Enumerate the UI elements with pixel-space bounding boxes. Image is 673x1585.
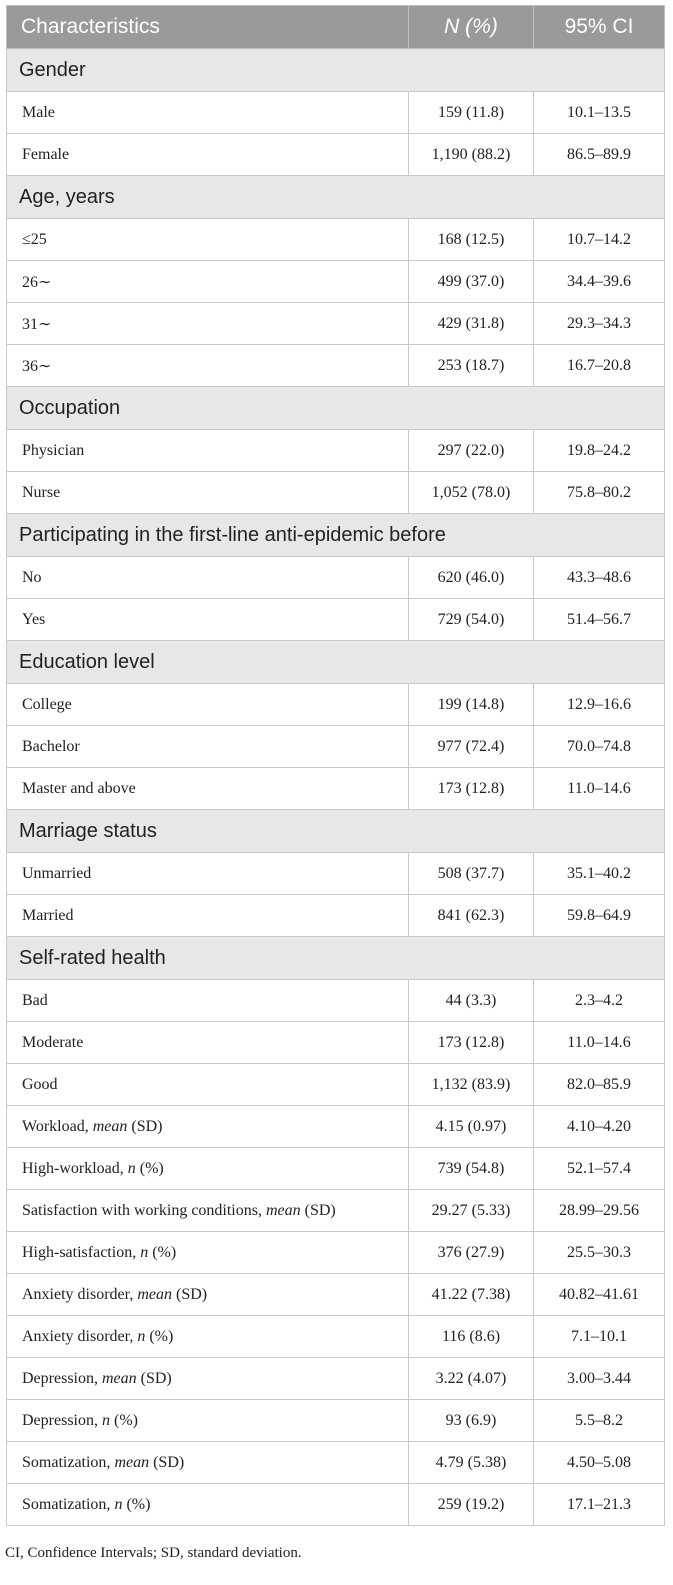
section-label: Participating in the first-line anti-epidemic before — [7, 514, 665, 557]
n-percent-cell: 376 (27.9) — [409, 1232, 534, 1274]
row-label: Male — [22, 103, 55, 121]
n-percent-cell: 3.22 (4.07) — [409, 1358, 534, 1400]
table-body — [7, 49, 665, 1526]
row-label-cell — [7, 303, 409, 345]
n-percent-cell: 116 (8.6) — [409, 1316, 534, 1358]
section-row — [7, 176, 665, 219]
n-percent-cell: 977 (72.4) — [409, 726, 534, 768]
n-percent-cell: 1,132 (83.9) — [409, 1064, 534, 1106]
table-row — [7, 430, 665, 472]
row-label-cell — [7, 599, 409, 641]
row-label-suffix: (SD) — [127, 1117, 163, 1135]
header-n-percent-text: N (%) — [444, 15, 498, 38]
row-label-cell — [7, 134, 409, 176]
table-row — [7, 472, 665, 514]
row-label-suffix: (SD) — [172, 1285, 208, 1303]
table-row — [7, 345, 665, 387]
row-label-cell — [7, 1106, 409, 1148]
header-ci: 95% CI — [534, 6, 665, 49]
table-row — [7, 895, 665, 937]
section-label: Self-rated health — [7, 937, 665, 980]
row-label-cell — [7, 980, 409, 1022]
row-label-suffix: (%) — [145, 1327, 174, 1345]
ci-cell: 17.1–21.3 — [534, 1484, 665, 1526]
table-row — [7, 1022, 665, 1064]
row-label: Moderate — [22, 1033, 84, 1051]
ci-cell: 34.4–39.6 — [534, 261, 665, 303]
ci-cell: 7.1–10.1 — [534, 1316, 665, 1358]
row-label: Somatization, — [22, 1453, 115, 1471]
section-row — [7, 49, 665, 92]
row-label-cell — [7, 1148, 409, 1190]
row-label-cell — [7, 430, 409, 472]
row-label: Somatization, — [22, 1495, 115, 1513]
ci-cell: 35.1–40.2 — [534, 853, 665, 895]
row-label-suffix: (%) — [148, 1243, 177, 1261]
row-label: Depression, — [22, 1369, 102, 1387]
row-label: Married — [22, 906, 74, 924]
row-label: Yes — [22, 610, 46, 628]
row-label-cell — [7, 1442, 409, 1484]
row-label: Good — [22, 1075, 58, 1093]
table-row — [7, 853, 665, 895]
ci-cell: 70.0–74.8 — [534, 726, 665, 768]
row-label-cell — [7, 557, 409, 599]
table-row — [7, 261, 665, 303]
section-row — [7, 641, 665, 684]
row-label-italic: n — [114, 1495, 123, 1513]
ci-cell: 16.7–20.8 — [534, 345, 665, 387]
row-label-cell — [7, 1316, 409, 1358]
row-label-cell — [7, 345, 409, 387]
n-percent-cell: 159 (11.8) — [409, 92, 534, 134]
n-percent-cell: 429 (31.8) — [409, 303, 534, 345]
table-row — [7, 1484, 665, 1526]
row-label: Nurse — [22, 483, 61, 501]
table-header — [7, 6, 665, 49]
table-row — [7, 768, 665, 810]
row-label: Anxiety disorder, — [22, 1285, 138, 1303]
n-percent-cell: 841 (62.3) — [409, 895, 534, 937]
ci-cell: 28.99–29.56 — [534, 1190, 665, 1232]
table-row — [7, 1232, 665, 1274]
row-label-cell — [7, 1274, 409, 1316]
n-percent-cell: 620 (46.0) — [409, 557, 534, 599]
ci-cell: 11.0–14.6 — [534, 768, 665, 810]
row-label-cell — [7, 1022, 409, 1064]
row-label-italic: n — [127, 1159, 136, 1177]
row-label-suffix: (SD) — [136, 1369, 172, 1387]
ci-cell: 12.9–16.6 — [534, 684, 665, 726]
n-percent-cell: 44 (3.3) — [409, 980, 534, 1022]
row-label-italic: mean — [137, 1285, 172, 1303]
row-label-italic: mean — [92, 1117, 128, 1135]
ci-cell: 29.3–34.3 — [534, 303, 665, 345]
table-row — [7, 134, 665, 176]
n-percent-cell: 253 (18.7) — [409, 345, 534, 387]
row-label: Female — [22, 145, 70, 163]
section-label: Age, years — [7, 176, 665, 219]
table-row — [7, 557, 665, 599]
row-label: Satisfaction with working conditions, — [22, 1201, 266, 1219]
row-label: Physician — [22, 441, 85, 459]
table-row — [7, 1442, 665, 1484]
row-label-italic: n — [137, 1327, 146, 1345]
n-percent-cell: 729 (54.0) — [409, 599, 534, 641]
n-percent-cell: 499 (37.0) — [409, 261, 534, 303]
table-row — [7, 684, 665, 726]
row-label-suffix: (%) — [135, 1159, 164, 1177]
ci-cell: 82.0–85.9 — [534, 1064, 665, 1106]
ci-cell: 19.8–24.2 — [534, 430, 665, 472]
section-label: Marriage status — [7, 810, 665, 853]
row-label-cell — [7, 1064, 409, 1106]
row-label-italic: n — [140, 1243, 149, 1261]
n-percent-cell: 29.27 (5.33) — [409, 1190, 534, 1232]
row-label-cell — [7, 684, 409, 726]
row-label: Workload, — [22, 1117, 93, 1135]
n-percent-cell: 4.79 (5.38) — [409, 1442, 534, 1484]
ci-cell: 86.5–89.9 — [534, 134, 665, 176]
row-label: Bachelor — [22, 737, 80, 755]
section-row — [7, 387, 665, 430]
row-label: 31∼ — [22, 315, 52, 333]
row-label-suffix: (%) — [122, 1495, 151, 1513]
table-row — [7, 1190, 665, 1232]
ci-cell: 11.0–14.6 — [534, 1022, 665, 1064]
table-row — [7, 980, 665, 1022]
row-label-italic: mean — [265, 1201, 301, 1219]
n-percent-cell: 168 (12.5) — [409, 219, 534, 261]
ci-cell: 3.00–3.44 — [534, 1358, 665, 1400]
header-characteristics: Characteristics — [7, 6, 409, 49]
ci-cell: 25.5–30.3 — [534, 1232, 665, 1274]
row-label: Master and above — [22, 779, 136, 797]
section-label: Occupation — [7, 387, 665, 430]
row-label: 36∼ — [22, 357, 52, 375]
ci-cell: 52.1–57.4 — [534, 1148, 665, 1190]
characteristics-table — [6, 5, 665, 1526]
row-label: Depression, — [22, 1411, 102, 1429]
section-label: Gender — [7, 49, 665, 92]
table-row — [7, 1064, 665, 1106]
table-footnote: CI, Confidence Intervals; SD, standard deviation. — [5, 1545, 302, 1561]
ci-cell: 43.3–48.6 — [534, 557, 665, 599]
ci-cell: 75.8–80.2 — [534, 472, 665, 514]
row-label: ≤25 — [22, 230, 47, 248]
row-label-cell — [7, 1232, 409, 1274]
row-label-italic: mean — [101, 1369, 137, 1387]
ci-cell: 2.3–4.2 — [534, 980, 665, 1022]
n-percent-cell: 93 (6.9) — [409, 1400, 534, 1442]
row-label-suffix: (SD) — [149, 1453, 185, 1471]
header-n-percent — [409, 6, 534, 49]
n-percent-cell: 259 (19.2) — [409, 1484, 534, 1526]
table-row — [7, 92, 665, 134]
ci-cell: 51.4–56.7 — [534, 599, 665, 641]
table-row — [7, 599, 665, 641]
row-label-cell — [7, 726, 409, 768]
n-percent-cell: 1,190 (88.2) — [409, 134, 534, 176]
table-row — [7, 303, 665, 345]
row-label-italic: mean — [114, 1453, 150, 1471]
row-label: College — [22, 695, 72, 713]
section-row — [7, 937, 665, 980]
row-label-cell — [7, 261, 409, 303]
n-percent-cell: 4.15 (0.97) — [409, 1106, 534, 1148]
ci-cell: 59.8–64.9 — [534, 895, 665, 937]
table-row — [7, 1400, 665, 1442]
row-label-cell — [7, 92, 409, 134]
row-label-italic: n — [101, 1411, 110, 1429]
ci-cell: 10.1–13.5 — [534, 92, 665, 134]
row-label-cell — [7, 768, 409, 810]
row-label-cell — [7, 1400, 409, 1442]
row-label: No — [22, 568, 42, 586]
n-percent-cell: 297 (22.0) — [409, 430, 534, 472]
row-label-cell — [7, 219, 409, 261]
n-percent-cell: 173 (12.8) — [409, 768, 534, 810]
table-row — [7, 1148, 665, 1190]
n-percent-cell: 173 (12.8) — [409, 1022, 534, 1064]
row-label-cell — [7, 1484, 409, 1526]
n-percent-cell: 508 (37.7) — [409, 853, 534, 895]
ci-cell: 4.50–5.08 — [534, 1442, 665, 1484]
section-label: Education level — [7, 641, 665, 684]
row-label-cell — [7, 895, 409, 937]
table-row — [7, 1316, 665, 1358]
header-row — [7, 6, 665, 49]
ci-cell: 40.82–41.61 — [534, 1274, 665, 1316]
table-row — [7, 1358, 665, 1400]
row-label-cell — [7, 853, 409, 895]
row-label: High-workload, — [22, 1159, 128, 1177]
section-row — [7, 514, 665, 557]
row-label: Bad — [22, 991, 48, 1009]
row-label: 26∼ — [22, 273, 52, 291]
row-label-suffix: (SD) — [300, 1201, 336, 1219]
row-label-suffix: (%) — [109, 1411, 138, 1429]
ci-cell: 5.5–8.2 — [534, 1400, 665, 1442]
row-label: High-satisfaction, — [22, 1243, 141, 1261]
n-percent-cell: 199 (14.8) — [409, 684, 534, 726]
section-row — [7, 810, 665, 853]
ci-cell: 4.10–4.20 — [534, 1106, 665, 1148]
row-label-cell — [7, 472, 409, 514]
table-row — [7, 726, 665, 768]
ci-cell: 10.7–14.2 — [534, 219, 665, 261]
table-row — [7, 219, 665, 261]
n-percent-cell: 41.22 (7.38) — [409, 1274, 534, 1316]
table-row — [7, 1106, 665, 1148]
row-label: Unmarried — [22, 864, 92, 882]
row-label-cell — [7, 1190, 409, 1232]
table-row — [7, 1274, 665, 1316]
n-percent-cell: 1,052 (78.0) — [409, 472, 534, 514]
n-percent-cell: 739 (54.8) — [409, 1148, 534, 1190]
row-label: Anxiety disorder, — [22, 1327, 138, 1345]
row-label-cell — [7, 1358, 409, 1400]
